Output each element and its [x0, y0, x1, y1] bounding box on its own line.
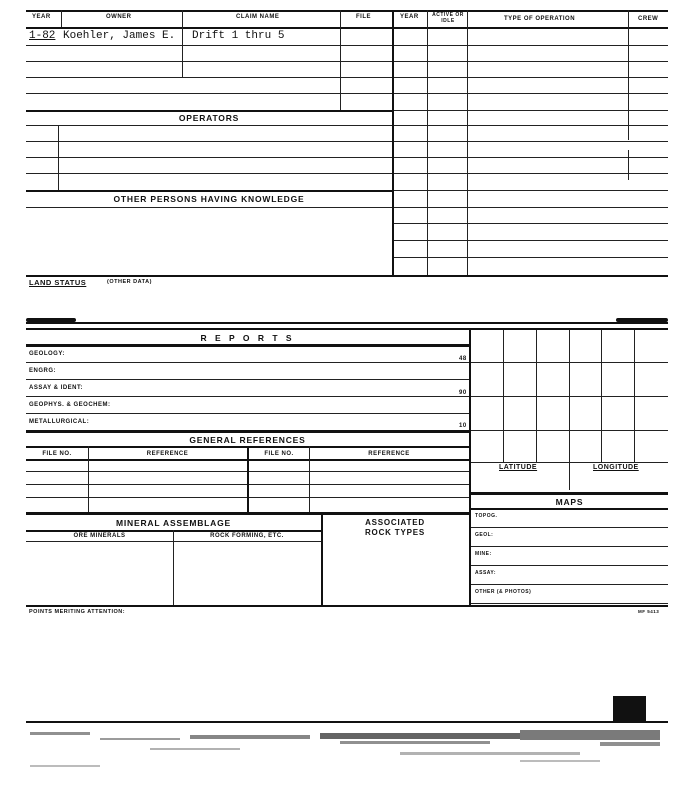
- report-geophys-label: GEOPHYS. & GEOCHEM:: [29, 402, 111, 408]
- maps-row-line: [471, 584, 668, 585]
- col-line: [58, 125, 59, 190]
- points-label: POINTS MERITING ATTENTION:: [29, 609, 126, 615]
- reports-maps-divider: [469, 328, 471, 605]
- latitude-label: LATITUDE: [499, 464, 538, 471]
- land-status-label: LAND STATUS: [29, 278, 87, 287]
- report-row-line: [26, 379, 469, 380]
- middle-bottom-rule: [26, 605, 668, 607]
- other-persons-top-rule: [26, 190, 392, 192]
- bottom-rule: [26, 721, 668, 723]
- row-line: [26, 93, 392, 94]
- col-line: [61, 10, 62, 27]
- maps-geol-label: GEOL:: [475, 532, 494, 538]
- row-line: [26, 77, 392, 78]
- black-registration-mark: [613, 696, 646, 721]
- operators-top-rule: [26, 110, 392, 112]
- maps-assay-label: ASSAY:: [475, 570, 497, 576]
- report-metallurgical-label: METALLURGICAL:: [29, 419, 90, 425]
- maps-title-rule: [471, 508, 668, 510]
- row-line: [26, 45, 392, 46]
- col-line: [427, 10, 428, 275]
- col-line: [628, 150, 629, 180]
- maps-mine-label: MINE:: [475, 551, 492, 557]
- crew-header: CREW: [638, 16, 659, 22]
- associated-rock-types: ASSOCIATED ROCK TYPES: [364, 518, 425, 537]
- row-line: [26, 141, 392, 142]
- entry-year: 1-82: [29, 30, 56, 42]
- col-line: [467, 10, 468, 275]
- maps-topog-label: TOPOG.: [475, 513, 498, 519]
- file-header: FILE: [356, 14, 371, 20]
- row-line: [394, 141, 668, 142]
- report-assay-code: 90: [459, 390, 467, 396]
- maps-other-label: OTHER (& PHOTOS): [475, 589, 532, 595]
- type-of-operation-header: TYPE OF OPERATION: [504, 16, 576, 22]
- row-line: [394, 207, 668, 208]
- header-bottom-rule: [26, 27, 668, 29]
- report-row-line: [26, 396, 469, 397]
- operators-heading: OPERATORS: [178, 113, 240, 123]
- row-line: [394, 257, 668, 258]
- gen-ref-col-reference: REFERENCE: [146, 451, 189, 457]
- row-line: [394, 240, 668, 241]
- report-geology-code: 48: [459, 356, 467, 362]
- row-line: [26, 61, 392, 62]
- maps-row-line: [471, 565, 668, 566]
- reports-title: R E P O R T S: [200, 333, 295, 343]
- row-line: [394, 61, 668, 62]
- col-line: [182, 10, 183, 77]
- report-metallurgical-code: 10: [459, 423, 467, 429]
- entry-owner: Koehler, James E.: [63, 30, 176, 42]
- grid-line: [471, 396, 668, 397]
- other-persons-heading: OTHER PERSONS HAVING KNOWLEDGE: [113, 194, 305, 204]
- maps-row-line: [471, 527, 668, 528]
- top-border: [26, 10, 668, 12]
- row-line: [26, 173, 392, 174]
- grid-line: [569, 330, 570, 490]
- grid-line: [471, 362, 668, 363]
- top-section-bottom-rule: [26, 275, 668, 277]
- row-line: [394, 110, 668, 111]
- gen-ref-col-file-no: FILE NO.: [42, 451, 72, 457]
- row-line: [394, 93, 668, 94]
- owner-header: OWNER: [106, 14, 132, 20]
- col-line: [340, 10, 341, 110]
- year2-header: YEAR: [400, 14, 419, 20]
- report-geology-label: GEOLOGY:: [29, 351, 65, 357]
- row-line: [394, 45, 668, 46]
- entry-claim-name: Drift 1 thru 5: [192, 30, 285, 42]
- gen-ref-col-reference-2: REFERENCE: [368, 451, 410, 457]
- grid-line: [471, 462, 668, 463]
- col-line: [173, 530, 174, 605]
- active-idle-header: ACTIVE OR IDLE: [432, 12, 464, 24]
- maps-top-rule: [471, 492, 668, 495]
- reports-bottom-rule: [26, 430, 469, 433]
- rock-forming-header: ROCK FORMING, ETC.: [210, 533, 284, 539]
- row-line: [26, 207, 392, 208]
- middle-top-rule-2: [26, 328, 668, 330]
- row-line: [394, 125, 668, 126]
- maps-row-line: [471, 546, 668, 547]
- grid-line: [471, 430, 668, 431]
- row-line: [394, 223, 668, 224]
- general-references-title: GENERAL REFERENCES: [189, 435, 306, 445]
- maps-row-line: [471, 603, 668, 604]
- row-line: [26, 125, 392, 126]
- row-line: [26, 157, 392, 158]
- col-line: [628, 10, 629, 140]
- middle-top-rule: [26, 322, 668, 324]
- year-header: YEAR: [32, 14, 51, 20]
- row-line: [394, 173, 668, 174]
- ore-minerals-header: ORE MINERALS: [73, 533, 126, 539]
- col-line: [321, 514, 323, 605]
- reports-title-rule: [26, 344, 469, 347]
- gen-ref-bottom-rule: [26, 512, 469, 515]
- form-number: MF 5413: [638, 609, 660, 614]
- row-line: [394, 190, 668, 191]
- land-status-note: (OTHER DATA): [107, 279, 152, 285]
- row-line: [394, 157, 668, 158]
- longitude-label: LONGITUDE: [593, 464, 639, 471]
- mineral-assemblage-title: MINERAL ASSEMBLAGE: [116, 518, 231, 528]
- gen-ref-col-file-no-2: FILE NO.: [264, 451, 294, 457]
- report-assay-label: ASSAY & IDENT:: [29, 385, 84, 391]
- center-divider: [392, 10, 394, 275]
- maps-title: MAPS: [555, 497, 584, 507]
- row-line: [394, 77, 668, 78]
- report-row-line: [26, 413, 469, 414]
- report-engrg-label: ENGRG:: [29, 368, 56, 374]
- claim-name-header: CLAIM NAME: [236, 14, 280, 20]
- report-row-line: [26, 362, 469, 363]
